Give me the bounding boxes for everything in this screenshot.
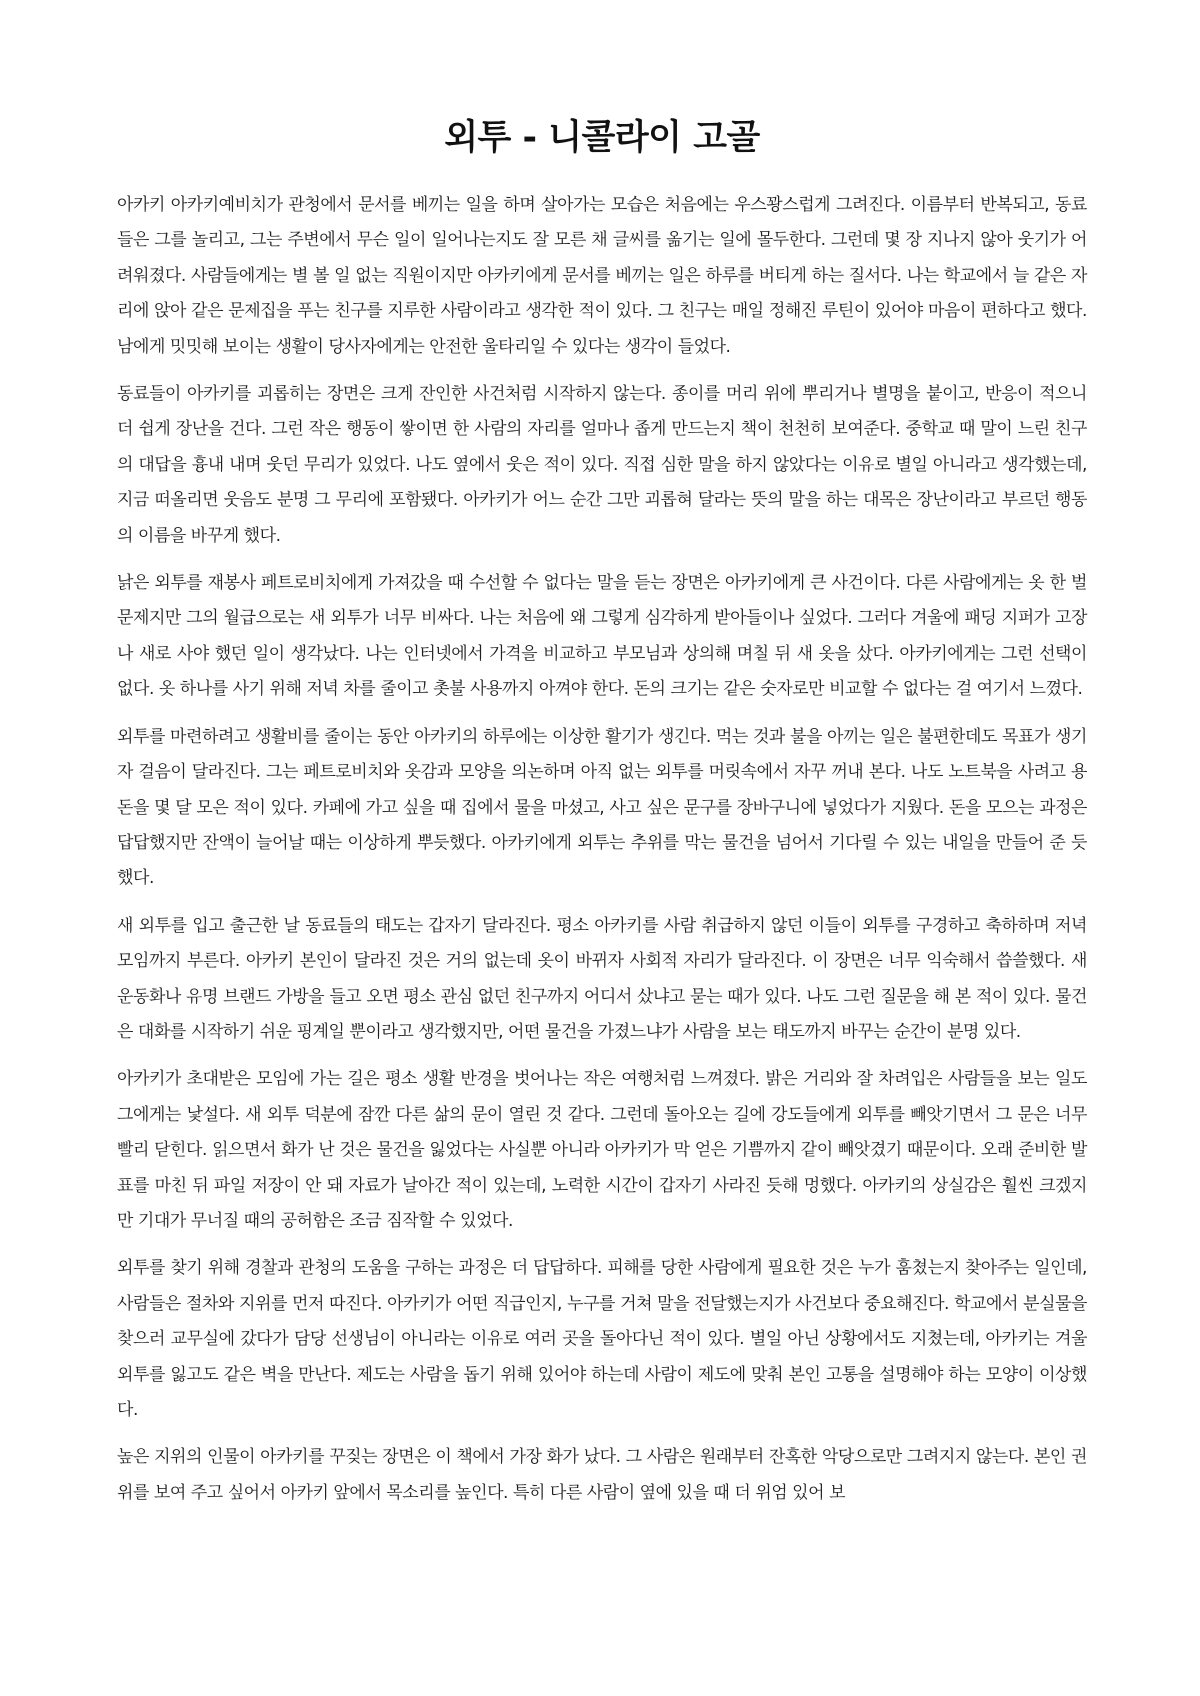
- paragraph-7: 외투를 찾기 위해 경찰과 관청의 도움을 구하는 과정은 더 답답하다. 피해를 당한 사람에게 필요한 것은 누가 훔쳤는지 찾아주는 일인데, 사람들은 절차와 지위를 먼저 따진다. 아카키가 어떤 직급인지, 누구를 거쳐 말을 전달했는지가 사건보다 중요해진다. 학교에서 분실물을 찾으러 교무실에 갔다가 담당 선생님이 아니라는 이유로 여러 곳을 돌아다닌 적이 있다. 별일 아닌 상황에서도 지쳤는데, 아카키는 겨울 외투를 잃고도 같은 벽을 만난다. 제도는 사람을 돕기 위해 있어야 하는데 사람이 제도에 맞춰 본인 고통을 설명해야 하는 모양이 이상했다.: [117, 1258, 1087, 1420]
- paragraph-6: 아카키가 초대받은 모임에 가는 길은 평소 생활 반경을 벗어나는 작은 여행처럼 느껴졌다. 밝은 거리와 잘 차려입은 사람들을 보는 일도 그에게는 낯설다. 새 외투 덕분에 잠깐 다른 삶의 문이 열린 것 같다. 그런데 돌아오는 길에 강도들에게 외투를 빼앗기면서 그 문은 너무 빨리 닫힌다. 읽으면서 화가 난 것은 물건을 잃었다는 사실뿐 아니라 아카키가 막 얻은 기쁨까지 같이 빼앗겼기 때문이다. 오래 준비한 발표를 마친 뒤 파일 저장이 안 돼 자료가 날아간 적이 있는데, 노력한 시간이 갑자기 사라진 듯해 멍했다. 아카키의 상실감은 훨씬 크겠지만 기대가 무너질 때의 공허함은 조금 짐작할 수 있었다.: [117, 1069, 1087, 1231]
- document-page: [117, 116, 1087, 1523]
- document-title: 외투 - 니콜라이 고골: [444, 118, 760, 158]
- paragraph-4: 외투를 마련하려고 생활비를 줄이는 동안 아카키의 하루에는 이상한 활기가 생긴다. 먹는 것과 불을 아끼는 일은 불편한데도 목표가 생기자 걸음이 달라진다. 그는 페트로비치와 옷감과 모양을 의논하며 아직 없는 외투를 머릿속에서 자꾸 꺼내 본다. 나도 노트북을 사려고 용돈을 몇 달 모은 적이 있다. 카페에 가고 싶을 때 집에서 물을 마셨고, 사고 싶은 문구를 장바구니에 넣었다가 지웠다. 돈을 모으는 과정은 답답했지만 잔액이 늘어날 때는 이상하게 뿌듯했다. 아카키에게 외투는 추위를 막는 물건을 넘어서 기다릴 수 있는 내일을 만들어 준 듯했다.: [117, 726, 1087, 889]
- document-body: [117, 188, 1087, 1511]
- paragraph-8: 높은 지위의 인물이 아카키를 꾸짖는 장면은 이 책에서 가장 화가 났다. 그 사람은 원래부터 잔혹한 악당으로만 그려지지 않는다. 본인 권위를 보여 주고 싶어서 아카키 앞에서 목소리를 높인다. 특히 다른 사람이 옆에 있을 때 더 위엄 있어 보: [117, 1447, 1087, 1503]
- paragraph-2: 동료들이 아카키를 괴롭히는 장면은 크게 잔인한 사건처럼 시작하지 않는다. 종이를 머리 위에 뿌리거나 별명을 붙이고, 반응이 적으니 더 쉽게 장난을 건다. 그런 작은 행동이 쌓이면 한 사람의 자리를 얼마나 좁게 만드는지 책이 천천히 보여준다. 중학교 때 말이 느린 친구의 대답을 흉내 내며 웃던 무리가 있었다. 나도 옆에서 웃은 적이 있다. 직접 심한 말을 하지 않았다는 이유로 별일 아니라고 생각했는데, 지금 떠올리면 웃음도 분명 그 무리에 포함됐다. 아카키가 어느 순간 그만 괴롭혀 달라는 뜻의 말을 하는 대목은 장난이라고 부르던 행동의 이름을 바꾸게 했다.: [117, 384, 1087, 546]
- paragraph-5: 새 외투를 입고 출근한 날 동료들의 태도는 갑자기 달라진다. 평소 아카키를 사람 취급하지 않던 이들이 외투를 구경하고 축하하며 저녁 모임까지 부른다. 아카키 본인이 달라진 것은 거의 없는데 옷이 바뀌자 사회적 자리가 달라진다. 이 장면은 너무 익숙해서 씁쓸했다. 새 운동화나 유명 브랜드 가방을 들고 오면 평소 관심 없던 친구까지 어디서 샀냐고 묻는 때가 있다. 나도 그런 질문을 해 본 적이 있다. 물건은 대화를 시작하기 쉬운 핑계일 뿐이라고 생각했지만, 어떤 물건을 가졌느냐가 사람을 보는 태도까지 바꾸는 순간이 분명 있다.: [117, 915, 1087, 1042]
- paragraph-1: 아카키 아카키예비치가 관청에서 문서를 베끼는 일을 하며 살아가는 모습은 처음에는 우스꽝스럽게 그려진다. 이름부터 반복되고, 동료들은 그를 놀리고, 그는 주변에서 무슨 일이 일어나는지도 잘 모른 채 글씨를 옮기는 일에 몰두한다. 그런데 몇 장 지나지 않아 웃기가 어려워졌다. 사람들에게는 별 볼 일 없는 직원이지만 아카키에게 문서를 베끼는 일은 하루를 버티게 하는 질서다. 나는 학교에서 늘 같은 자리에 앉아 같은 문제집을 푸는 친구를 지루한 사람이라고 생각한 적이 있다. 그 친구는 매일 정해진 루틴이 있어야 마음이 편하다고 했다. 남에게 밋밋해 보이는 생활이 당사자에게는 안전한 울타리일 수 있다는 생각이 들었다.: [117, 195, 1087, 357]
- paragraph-3: 낡은 외투를 재봉사 페트로비치에게 가져갔을 때 수선할 수 없다는 말을 듣는 장면은 아카키에게 큰 사건이다. 다른 사람에게는 옷 한 벌 문제지만 그의 월급으로는 새 외투가 너무 비싸다. 나는 처음에 왜 그렇게 심각하게 받아들이나 싶었다. 그러다 겨울에 패딩 지퍼가 고장 나 새로 사야 했던 일이 생각났다. 나는 인터넷에서 가격을 비교하고 부모님과 상의해 며칠 뒤 새 옷을 샀다. 아카키에게는 그런 선택이 없다. 옷 하나를 사기 위해 저녁 차를 줄이고 촛불 사용까지 아껴야 한다. 돈의 크기는 같은 숫자로만 비교할 수 없다는 걸 여기서 느꼈다.: [117, 573, 1088, 700]
